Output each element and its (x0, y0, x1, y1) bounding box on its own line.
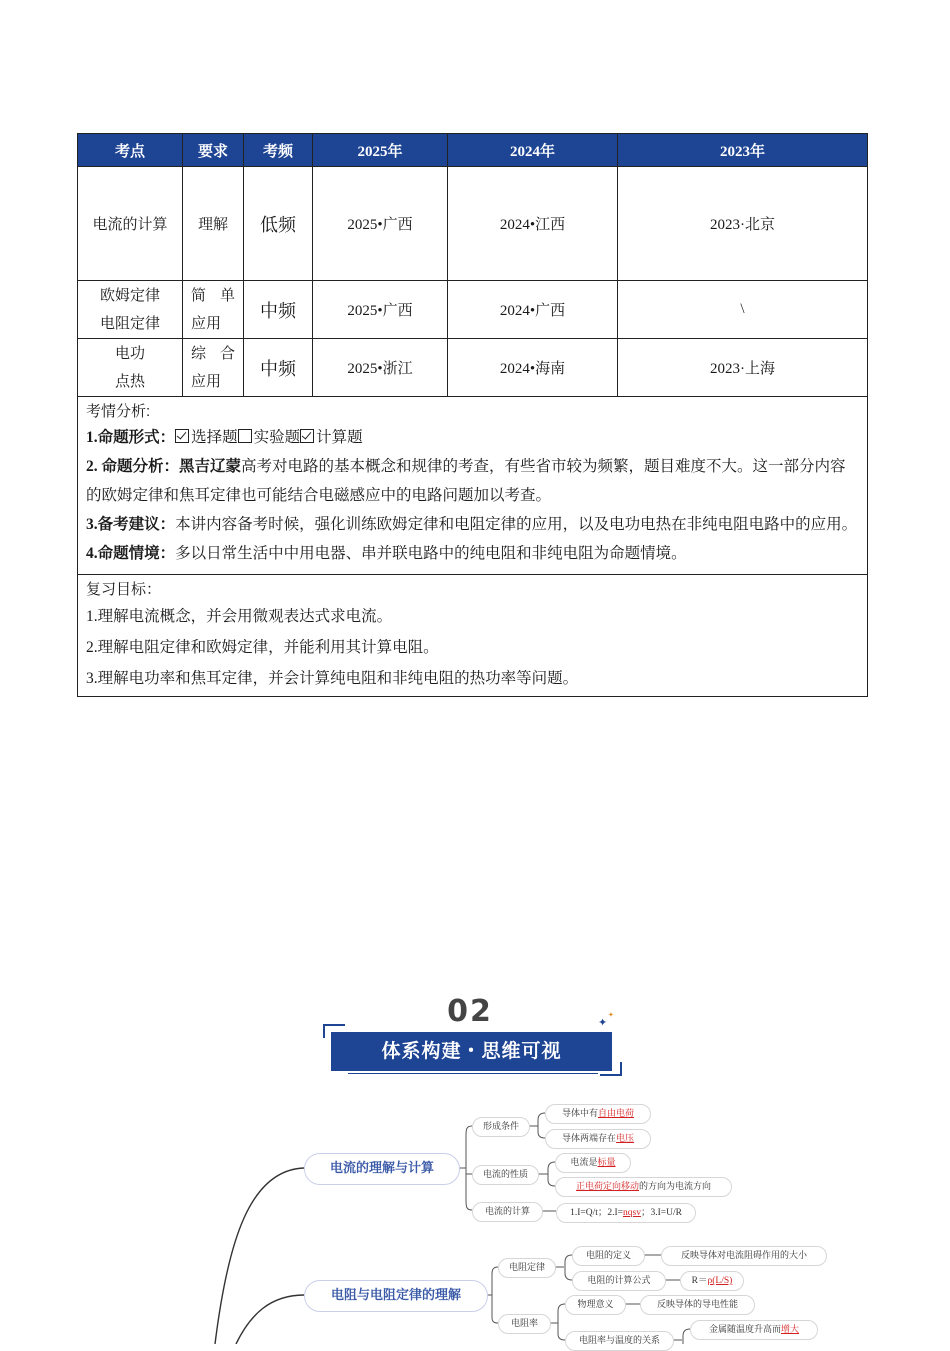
year-cell: \ (618, 281, 868, 339)
leaf-highlight: 标量 (597, 1158, 616, 1168)
req-line: 简单 (191, 287, 235, 304)
mindmap-leaf (545, 1104, 651, 1124)
year-cell: 2025•广西 (313, 167, 448, 281)
req-line: 应用 (191, 315, 222, 332)
goal-item: 1.理解电流概念，并会用微观表达式求电流。 (86, 608, 393, 625)
sparkle-icon: ✦ (608, 1011, 614, 1019)
year-cell: 2023·上海 (618, 339, 868, 397)
checked-box-icon (175, 429, 189, 443)
year-cell: 2024•江西 (448, 167, 618, 281)
analysis-title: 考情分析: (86, 403, 151, 420)
scenario-label: 4.命题情境： (86, 545, 176, 562)
header-cell: 考点 (78, 134, 183, 167)
point-line: 电阻定律 (99, 315, 160, 332)
analysis-row (78, 397, 868, 575)
mindmap-node-def: 电阻的定义 (572, 1246, 645, 1266)
checked-box-icon (300, 429, 314, 443)
advice-text: 本讲内容备考时候，强化训练欧姆定律和电阻定律的应用，以及电功电热在非纯电阻电路中的应用。 (175, 516, 858, 533)
mindmap-leaf: 反映导体对电流阻碍作用的大小 (661, 1246, 827, 1266)
mindmap-leaf (555, 1153, 631, 1173)
year-cell: 2023·北京 (618, 167, 868, 281)
formula-highlight: nqsv (623, 1208, 641, 1218)
goal-item: 3.理解电功率和焦耳定律，并会计算纯电阻和非纯电阻的热功率等问题。 (86, 670, 579, 687)
table-row (78, 167, 868, 281)
mindmap-node-nature: 电流的性质 (472, 1165, 539, 1185)
mindmap-node-temp: 电阻率与温度的关系 (565, 1331, 674, 1351)
point-cell (78, 281, 183, 339)
header-cell: 2023年 (618, 134, 868, 167)
leaf-highlight: 自由电荷 (598, 1109, 635, 1119)
unchecked-box-icon (238, 429, 252, 443)
option-label: 实验题 (253, 429, 301, 446)
mindmap-node-calc: 电流的计算 (472, 1202, 543, 1222)
header-cell: 要求 (183, 134, 244, 167)
region-text: 黑吉辽蒙 (179, 458, 242, 475)
analysis-cell (78, 397, 868, 575)
exam-overview-table (77, 133, 868, 697)
banner-underline (348, 1073, 598, 1074)
leaf-highlight: 正电荷定向移动 (575, 1182, 639, 1192)
analysis-label: 2. 命题分析： (86, 458, 180, 475)
year-cell: 2025•广西 (313, 281, 448, 339)
point-line: 电功 (114, 345, 145, 362)
mindmap-branch-current: 电流的理解与计算 (304, 1153, 460, 1185)
goals-cell (78, 575, 868, 697)
year-cell: 2025•浙江 (313, 339, 448, 397)
goals-row (78, 575, 868, 697)
advice-label: 3.备考建议： (86, 516, 176, 533)
point-line: 点热 (114, 373, 145, 390)
mindmap-branch-resistance: 电阻与电阻定律的理解 (304, 1280, 488, 1312)
mindmap-node-formula: 电阻的计算公式 (572, 1271, 666, 1291)
mindmap-leaf (545, 1129, 651, 1149)
header-cell: 2024年 (448, 134, 618, 167)
mindmap-leaf-formula (556, 1203, 696, 1223)
mindmap-leaf-formula (680, 1271, 744, 1291)
leaf-text: 金属随温度升高而 (708, 1325, 781, 1335)
req-cell (183, 281, 244, 339)
point-line: 欧姆定律 (99, 287, 160, 304)
formula-text: R＝ (691, 1276, 708, 1286)
leaf-text: 导体中有 (561, 1109, 598, 1119)
leaf-text: 的方向为电流方向 (639, 1182, 712, 1192)
freq-cell: 低频 (244, 167, 313, 281)
table-header-row (78, 134, 868, 167)
leaf-text: 电流是 (570, 1158, 598, 1168)
mindmap-node-law: 电阻定律 (498, 1258, 556, 1278)
req-line: 应用 (191, 373, 222, 390)
header-cell: 考频 (244, 134, 313, 167)
form-line (86, 423, 859, 452)
req-cell (183, 339, 244, 397)
mindmap-leaf (690, 1320, 818, 1340)
table-row (78, 281, 868, 339)
formula-highlight: ρ(L/S) (707, 1276, 733, 1286)
section-title: 体系构建・思维可视 (331, 1032, 612, 1071)
section-number: 02 (447, 994, 493, 1029)
table-row (78, 339, 868, 397)
point-cell (78, 339, 183, 397)
analysis-paragraph (86, 452, 859, 510)
goals-title: 复习目标： (86, 581, 162, 598)
year-cell: 2024•广西 (448, 281, 618, 339)
goal-item: 2.理解电阻定律和欧姆定律，并能利用其计算电阻。 (86, 639, 439, 656)
analysis-text: 高考对电路的基本概念和规律的考查，有些省市较为频繁，题目难度不大。这一部分内容的欧姆定律和焦耳定律也可能结合电磁感应中的电路问题加以考查。 (86, 458, 846, 504)
form-label: 1.命题形式： (86, 429, 176, 446)
req-line: 综合 (191, 345, 235, 362)
leaf-highlight: 电压 (616, 1134, 635, 1144)
mindmap-leaf: 反映导体的导电性能 (640, 1295, 755, 1315)
header-cell: 2025年 (313, 134, 448, 167)
mindmap-node-resistivity: 电阻率 (498, 1314, 551, 1334)
req-cell: 理解 (183, 167, 244, 281)
freq-cell: 中频 (244, 281, 313, 339)
mindmap-leaf (555, 1177, 732, 1197)
scenario-text: 多以日常生活中中用电器、串并联电路中的纯电阻和非纯电阻为命题情境。 (175, 545, 687, 562)
freq-cell: 中频 (244, 339, 313, 397)
year-cell: 2024•海南 (448, 339, 618, 397)
mindmap-node-formation: 形成条件 (472, 1117, 530, 1137)
advice-paragraph (86, 510, 859, 539)
leaf-text: 导体两端存在 (561, 1134, 616, 1144)
option-label: 选择题 (191, 429, 238, 446)
option-label: 计算题 (316, 429, 363, 446)
mindmap-node-meaning: 物理意义 (565, 1295, 626, 1315)
scenario-paragraph (86, 539, 859, 568)
point-cell: 电流的计算 (78, 167, 183, 281)
sparkle-icon: ✦ (598, 1016, 608, 1029)
formula-text: 1.I=Q/t；2.I= (570, 1208, 623, 1218)
formula-text: ；3.I=U/R (640, 1208, 682, 1218)
leaf-highlight: 增大 (781, 1325, 800, 1335)
